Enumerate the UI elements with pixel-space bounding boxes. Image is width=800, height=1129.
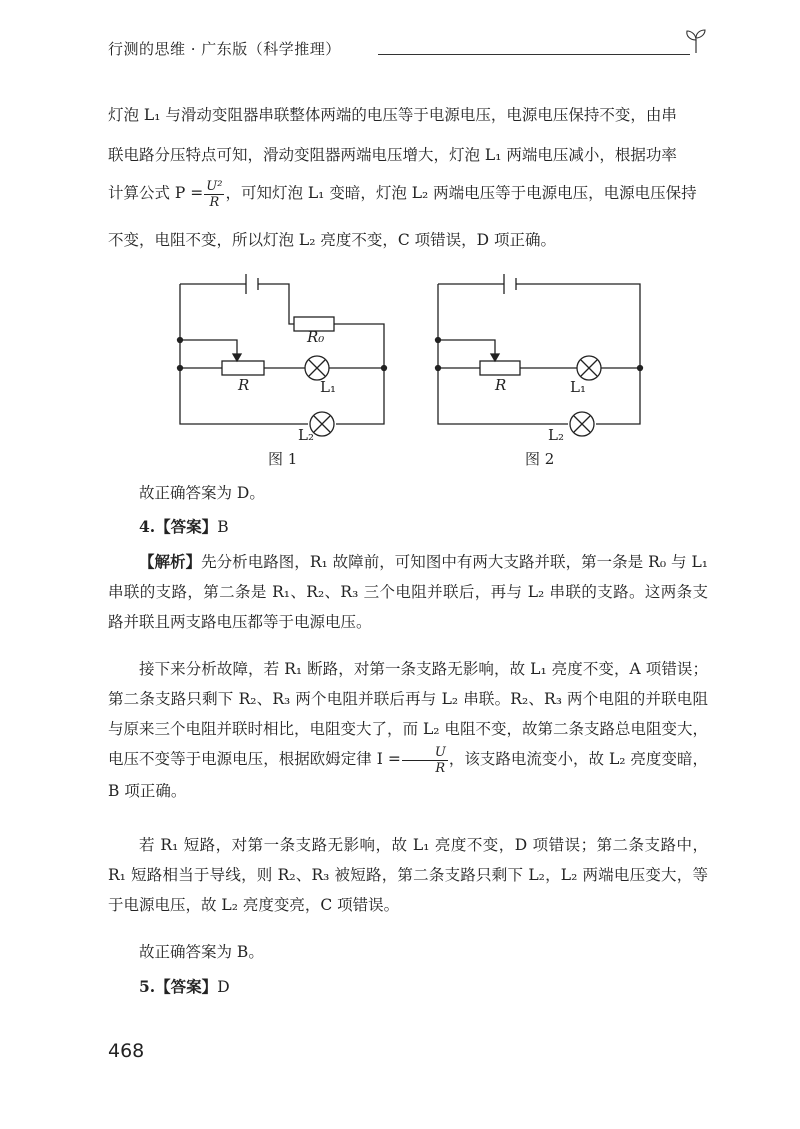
label-r-fig2: R (495, 376, 507, 394)
answer-value: D (217, 978, 230, 996)
label-l1-fig2: L₁ (570, 378, 586, 396)
formula-denominator: R (209, 194, 220, 210)
label-r-fig1: R (238, 376, 250, 394)
figure-1-caption: 图 1 (268, 450, 298, 468)
q4-paragraph-3: 若 R₁ 短路，对第一条支路无影响，故 L₁ 亮度不变，D 项错误；第二条支路中，R₁ 短路相当于导线，则 R₂、R₃ 被短路，第二条支路只剩下 L₂，L₂ 两端电压变大，等于电源电压，故 L₂ 亮度变亮，C 项错误。 (108, 836, 708, 914)
q4-analysis (108, 547, 708, 637)
slider-arrow (491, 354, 499, 361)
figure-1-circuit (178, 274, 387, 436)
ohm-formula (402, 745, 448, 776)
rheostat-r (480, 361, 520, 375)
running-header: 行测的思维 · 广东版（科学推理） (108, 40, 341, 58)
formula-denominator: R (435, 760, 446, 776)
label-r0: R₀ (307, 328, 325, 346)
paragraph-tail: ，该支路电流变小，故 L₂ 亮度变暗，B 项正确。 (108, 750, 708, 800)
q4-paragraph-2 (108, 654, 708, 806)
label-l2-fig2: L₂ (548, 426, 564, 444)
q4-answer (108, 512, 708, 542)
paragraph-1-line-4: 不变，电阻不变，所以灯泡 L₂ 亮度不变，C 项错误，D 项正确。 (108, 231, 557, 249)
formula-numerator: U (402, 745, 448, 761)
circuit-diagrams (0, 0, 800, 480)
figure-2-circuit (436, 274, 643, 436)
node (436, 366, 441, 371)
formula-suffix: ，可知灯泡 L₁ 变暗，灯泡 L₂ 两端电压等于电源电压，电源电压保持 (225, 184, 697, 202)
answer-label: 5.【答案】 (139, 977, 218, 996)
paragraph-1-line-2: 联电路分压特点可知，滑动变阻器两端电压增大，灯泡 L₁ 两端电压减小，根据功率 (108, 146, 677, 164)
conclusion-q4: 故正确答案为 B。 (139, 943, 264, 961)
rheostat-r (222, 361, 264, 375)
paragraph-1-line-1: 灯泡 L₁ 与滑动变阻器串联整体两端的电压等于电源电压，电源电压保持不变，由串 (108, 106, 677, 124)
formula-prefix: 计算公式 P = (108, 184, 204, 202)
answer-value: B (217, 518, 229, 536)
node (178, 338, 183, 343)
formula-numerator: U² (206, 178, 223, 194)
label-l1-fig1: L₁ (320, 378, 336, 396)
conclusion-q3: 故正确答案为 D。 (139, 484, 265, 502)
label-l2-fig1: L₂ (298, 426, 314, 444)
node (178, 366, 183, 371)
slider-arrow (233, 354, 241, 361)
answer-label: 4.【答案】 (139, 517, 218, 536)
paragraph-text: 接下来分析故障，若 R₁ 断路，对第一条支路无影响，故 L₁ 亮度不变，A 项错误；第二条支路只剩下 R₂、R₃ 两个电阻并联后再与 L₂ 串联。R₂、R₃ 两个电阻的并联电阻与原来三个电阻并联时相比，电阻变大了，而 L₂ 电阻不变，故第二条支路总电阻变大，电压不变等于电源电压，根据欧姆定律 I = (108, 660, 708, 768)
node (436, 338, 441, 343)
page-number: 468 (108, 1040, 145, 1062)
q5-answer (108, 972, 708, 1002)
slider-wire (180, 340, 237, 358)
node (382, 366, 387, 371)
node (638, 366, 643, 371)
figure-2-caption: 图 2 (525, 450, 555, 468)
slider-wire (438, 340, 495, 358)
analysis-label: 【解析】 (139, 552, 202, 571)
analysis-text: 先分析电路图，R₁ 故障前，可知图中有两大支路并联，第一条是 R₀ 与 L₁ 串联的支路，第二条是 R₁、R₂、R₃ 三个电阻并联后，再与 L₂ 串联的支路。这两条支路并联且两支路电压都等于电源电压。 (108, 553, 708, 631)
